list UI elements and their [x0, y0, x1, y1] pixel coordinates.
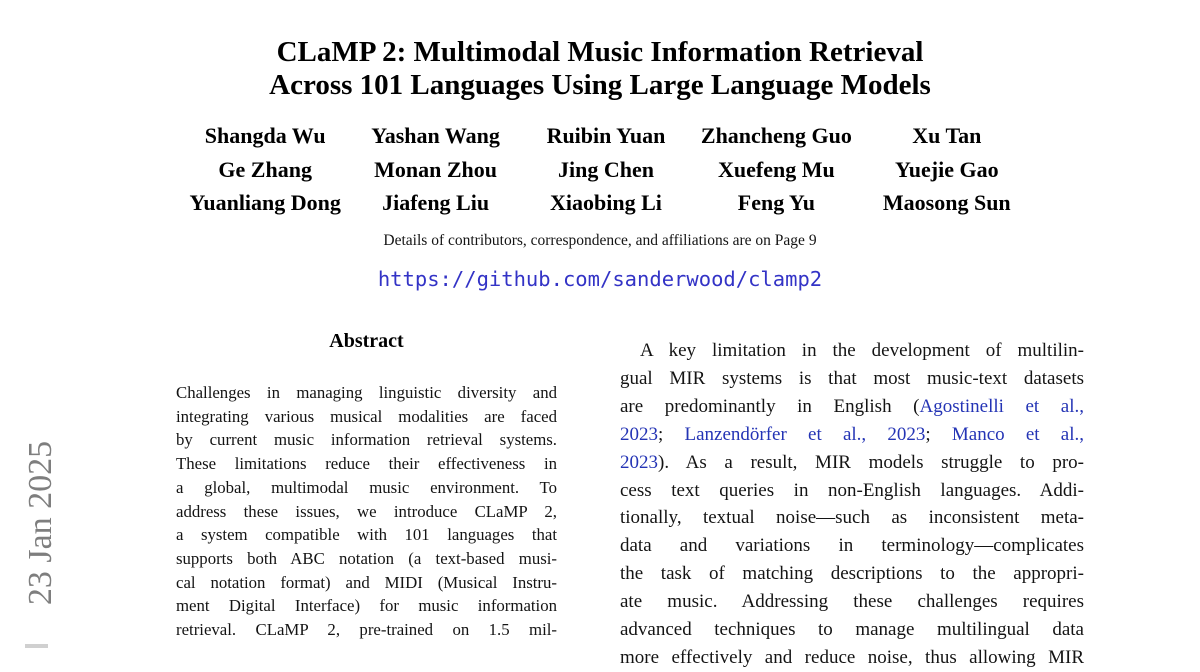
text-span: advanced techniques to manage multilingual data — [620, 619, 1084, 641]
author-name: Monan Zhou — [374, 156, 498, 182]
contributors-note: Details of contributors, correspondence, and affiliations are on Page 9 — [383, 232, 817, 249]
text-span: A key limitation in the development of multilin- — [640, 340, 1084, 361]
text-line — [620, 588, 1084, 616]
text-line — [176, 547, 557, 571]
text-span: a system compatible with 101 languages that — [176, 525, 557, 545]
introduction-text — [620, 337, 1084, 672]
citation-link[interactable]: 2023 — [620, 423, 658, 445]
text-span: gual MIR systems is that most music-text datasets — [620, 367, 1084, 389]
text-line — [176, 405, 557, 429]
text-line — [176, 618, 557, 642]
text-line — [620, 616, 1084, 644]
text-span: the task of matching descriptions to the appropri- — [620, 563, 1084, 585]
text-span: cal notation format) and MIDI (Musical Instru- — [176, 572, 557, 592]
text-span: data and variations in terminology—complicates — [620, 535, 1084, 557]
abstract-text — [176, 381, 557, 642]
text-line — [620, 504, 1084, 532]
author-name: Yashan Wang — [371, 123, 500, 148]
text-line — [176, 500, 557, 524]
text-line — [620, 393, 1084, 421]
paper-title-line1: CLaMP 2: Multimodal Music Information Retrieval — [276, 36, 924, 68]
text-line — [620, 449, 1084, 477]
text-span: supports both ABC notation (a text-based musi- — [176, 548, 557, 568]
author-name: Ruibin Yuan — [546, 123, 666, 148]
text-span: ; — [658, 423, 685, 445]
text-line — [620, 560, 1084, 588]
text-span: ment Digital Interface) for music information — [176, 596, 557, 616]
text-line — [620, 644, 1084, 672]
author-name: Jiafeng Liu — [382, 190, 490, 215]
citation-link[interactable]: Lanzendörfer et al., 2023 — [684, 423, 926, 445]
author-list — [180, 119, 1032, 220]
text-span: ; — [925, 423, 952, 445]
text-span: address these issues, we introduce CLaMP 2, — [176, 501, 557, 521]
author-name: Jing Chen — [558, 156, 654, 182]
text-span: a global, multimodal music environment. To — [176, 477, 557, 497]
text-span: by current music information retrieval systems. — [176, 430, 557, 450]
author-name: Xu Tan — [912, 123, 982, 148]
arxiv-watermark-fragment — [25, 644, 48, 648]
author-name: Zhancheng Guo — [700, 123, 852, 148]
author-name: Xuefeng Mu — [718, 156, 835, 182]
text-line — [176, 381, 557, 405]
text-line — [620, 532, 1084, 560]
text-line — [620, 421, 1084, 449]
paper-title-line2: Across 101 Languages Using Large Language Models — [269, 69, 931, 101]
author-name: Maosong Sun — [882, 190, 1011, 215]
author-name: Shangda Wu — [204, 123, 326, 148]
arxiv-date-watermark: 23 Jan 2025 — [22, 440, 59, 606]
text-line — [620, 337, 1084, 365]
author-name: Yuanliang Dong — [189, 190, 341, 215]
text-line — [176, 428, 557, 452]
text-span: These limitations reduce their effectiveness in — [176, 454, 557, 474]
text-line — [620, 365, 1084, 393]
text-line — [176, 476, 557, 500]
citation-link[interactable]: Manco et al., — [951, 423, 1085, 445]
text-line — [176, 452, 557, 476]
text-line — [176, 571, 557, 595]
paper-title — [0, 36, 1200, 102]
text-span: retrieval. CLaMP 2, pre-trained on 1.5 mil- — [176, 620, 557, 640]
text-span: ate music. Addressing these challenges requires — [620, 591, 1084, 613]
author-name: Feng Yu — [737, 190, 815, 215]
author-name: Ge Zhang — [218, 156, 312, 182]
author-name: Xiaobing Li — [550, 190, 662, 215]
text-span: Challenges in managing linguistic diversity and — [176, 383, 557, 402]
text-line — [176, 523, 557, 547]
text-span: cess text queries in non-English languages. Addi- — [620, 479, 1084, 501]
text-span: more effectively and reduce noise, thus allowing MIR — [620, 646, 1084, 668]
abstract-heading: Abstract — [329, 330, 404, 352]
repo-link[interactable]: https://github.com/sanderwood/clamp2 — [377, 267, 823, 291]
text-span: are predominantly in English ( — [620, 395, 920, 417]
text-span: ). As a result, MIR models struggle to pro- — [658, 451, 1084, 473]
citation-link[interactable]: 2023 — [620, 451, 658, 473]
text-span: integrating various musical modalities are faced — [176, 406, 557, 426]
citation-link[interactable]: Agostinelli et al., — [919, 395, 1084, 417]
text-line — [620, 477, 1084, 505]
text-line — [176, 594, 557, 618]
author-name: Yuejie Gao — [894, 156, 999, 182]
text-span: tionally, textual noise—such as inconsistent meta- — [620, 507, 1084, 529]
